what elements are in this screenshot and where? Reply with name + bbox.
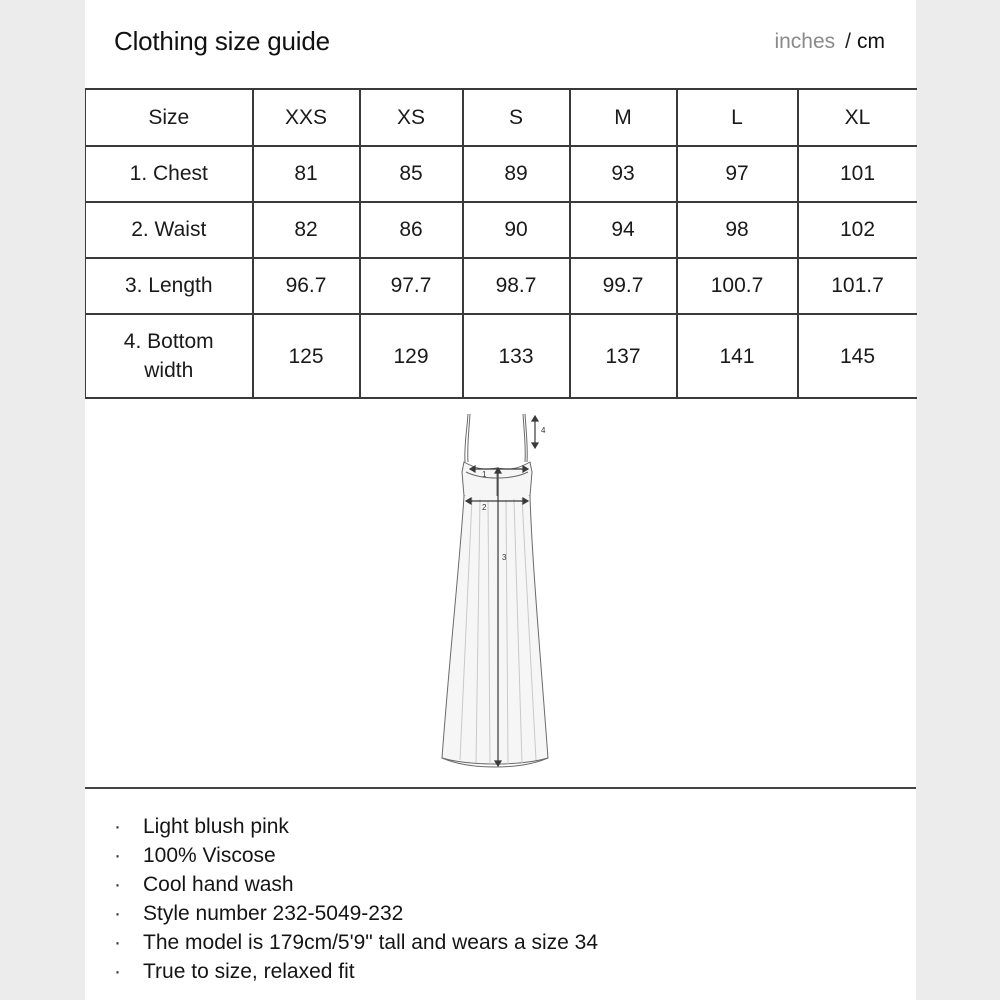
table-cell: 133	[463, 314, 570, 398]
row-label-line: 4. Bottom	[123, 330, 214, 353]
table-cell: 98	[677, 202, 798, 258]
size-guide-sheet	[85, 0, 916, 1000]
bullet: ·	[114, 960, 121, 983]
table-cell: 90	[463, 202, 570, 258]
table-cell: 97	[677, 146, 798, 202]
bullet: ·	[114, 931, 121, 954]
detail-text: Cool hand wash	[143, 873, 294, 896]
skirt	[442, 496, 548, 764]
detail-text: Light blush pink	[143, 815, 289, 838]
table-cell: 101.7	[798, 258, 917, 314]
table-cell: 99.7	[570, 258, 677, 314]
page-title: Clothing size guide	[114, 26, 330, 56]
table-header-cell: S	[463, 89, 570, 146]
marker-4: 4	[541, 426, 546, 435]
table-cell: 102	[798, 202, 917, 258]
table-cell: 100.7	[677, 258, 798, 314]
detail-text: 100% Viscose	[143, 844, 276, 867]
table-row	[86, 146, 917, 202]
table-cell: 86	[360, 202, 463, 258]
bullet: ·	[114, 844, 121, 867]
row-label: 2. Waist	[86, 202, 253, 258]
row-label: 1. Chest	[86, 146, 253, 202]
table-cell: 101	[798, 146, 917, 202]
table-cell: 129	[360, 314, 463, 398]
list-item	[85, 841, 916, 870]
table-header-cell: XL	[798, 89, 917, 146]
table-row	[86, 202, 917, 258]
section-divider	[85, 787, 916, 789]
table-cell: 94	[570, 202, 677, 258]
table-cell: 96.7	[253, 258, 360, 314]
unit-cm-button[interactable]: cm	[857, 30, 885, 53]
unit-toggle	[774, 30, 885, 54]
row-label	[86, 314, 253, 398]
table-cell: 82	[253, 202, 360, 258]
row-label: 3. Length	[86, 258, 253, 314]
bullet: ·	[114, 815, 121, 838]
table-header-cell: M	[570, 89, 677, 146]
table-header-row	[86, 89, 917, 146]
detail-text: The model is 179cm/5'9" tall and wears a size 34	[143, 931, 599, 954]
table-header-cell: XXS	[253, 89, 360, 146]
row-label-line: width	[144, 359, 194, 382]
table-cell: 145	[798, 314, 917, 398]
table-cell: 93	[570, 146, 677, 202]
detail-text: True to size, relaxed fit	[143, 960, 355, 983]
table-cell: 89	[463, 146, 570, 202]
table-cell: 141	[677, 314, 798, 398]
right-strap-inner	[523, 414, 525, 462]
list-item	[85, 899, 916, 928]
list-item	[85, 928, 916, 957]
left-strap-inner	[468, 414, 470, 462]
table-row	[86, 258, 917, 314]
table-header-cell: XS	[360, 89, 463, 146]
list-item	[85, 870, 916, 899]
table-cell: 137	[570, 314, 677, 398]
list-item	[85, 812, 916, 841]
bullet: ·	[114, 873, 121, 896]
bullet: ·	[114, 902, 121, 925]
size-table	[85, 88, 917, 399]
dress-measurement-figure	[85, 402, 916, 787]
table-row	[86, 314, 917, 398]
table-header-cell: Size	[86, 89, 253, 146]
table-cell: 125	[253, 314, 360, 398]
table-header-cell: L	[677, 89, 798, 146]
detail-text: Style number 232-5049-232	[143, 902, 404, 925]
product-details-list	[85, 812, 916, 986]
unit-inches-button[interactable]: inches	[774, 30, 836, 53]
unit-separator: /	[845, 30, 851, 53]
table-cell: 81	[253, 146, 360, 202]
table-cell: 85	[360, 146, 463, 202]
marker-2: 2	[482, 503, 487, 512]
table-cell: 98.7	[463, 258, 570, 314]
list-item	[85, 957, 916, 986]
dress-illustration	[420, 410, 560, 772]
marker-1: 1	[482, 470, 487, 479]
marker-3: 3	[502, 553, 507, 562]
size-guide-header	[85, 0, 916, 88]
table-cell: 97.7	[360, 258, 463, 314]
